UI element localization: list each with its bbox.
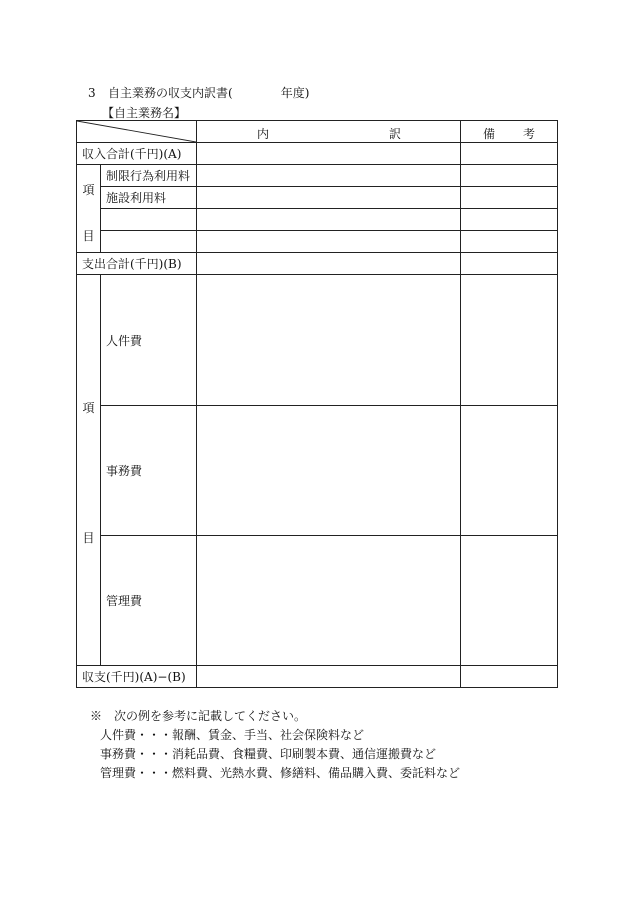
income-item-label: 施設利用料 (101, 187, 197, 209)
income-total-row (77, 143, 558, 165)
expense-total-content[interactable] (197, 253, 461, 275)
expense-total-remarks[interactable] (461, 253, 558, 275)
expense-item-row (77, 406, 558, 536)
expense-items-vertical-label (77, 275, 101, 666)
expense-item-row (77, 536, 558, 666)
section-number: 3 (88, 86, 96, 100)
income-item-row (77, 209, 558, 231)
income-total-label: 収入合計(千円)(A) (77, 143, 197, 165)
income-item-content[interactable] (197, 187, 461, 209)
balance-label: 収支(千円)(A)−(B) (77, 666, 197, 688)
income-items-vertical-label (77, 165, 101, 253)
income-expense-table (76, 120, 558, 688)
income-item-label[interactable] (101, 231, 197, 253)
header-biko-right: 考 (523, 127, 536, 141)
heading-text: 自主業務の収支内訳書( (108, 86, 233, 100)
expense-total-row (77, 253, 558, 275)
income-item-label[interactable] (101, 209, 197, 231)
income-total-content[interactable] (197, 143, 461, 165)
income-item-remarks[interactable] (461, 187, 558, 209)
header-naiyaku-right: 訳 (389, 127, 402, 141)
header-biko (461, 121, 558, 143)
expense-item-remarks[interactable] (461, 275, 558, 406)
expense-item-content[interactable] (197, 536, 461, 666)
header-naiyaku (197, 121, 461, 143)
balance-row (77, 666, 558, 688)
expense-item-remarks[interactable] (461, 536, 558, 666)
balance-content[interactable] (197, 666, 461, 688)
task-name-label: 【自主業務名】 (102, 106, 187, 120)
income-total-remarks[interactable] (461, 143, 558, 165)
heading-year-suffix: 年度) (280, 86, 310, 100)
income-item-content[interactable] (197, 165, 461, 187)
income-item-row (77, 165, 558, 187)
income-item-remarks[interactable] (461, 209, 558, 231)
document-heading (88, 84, 309, 101)
income-item-content[interactable] (197, 209, 461, 231)
note-example-personnel: 人件費・・・報酬、賃金、手当、社会保険料など (100, 728, 365, 742)
expense-item-row (77, 275, 558, 406)
notes-intro: ※ 次の例を参考に記載してください。 (90, 709, 307, 723)
notes-section (90, 707, 460, 783)
expense-item-label: 管理費 (101, 536, 197, 666)
header-biko-left: 備 (483, 127, 496, 141)
balance-remarks[interactable] (461, 666, 558, 688)
income-item-row (77, 187, 558, 209)
expense-item-content[interactable] (197, 275, 461, 406)
expense-item-content[interactable] (197, 406, 461, 536)
income-item-remarks[interactable] (461, 165, 558, 187)
expense-item-label: 事務費 (101, 406, 197, 536)
header-naiyaku-left: 内 (257, 127, 270, 141)
income-label-char-1: 項 (82, 183, 95, 197)
note-example-office: 事務費・・・消耗品費、食糧費、印刷製本費、通信運搬費など (100, 747, 437, 761)
expense-item-remarks[interactable] (461, 406, 558, 536)
expense-item-label: 人件費 (101, 275, 197, 406)
income-item-row (77, 231, 558, 253)
diagonal-line (77, 121, 196, 142)
expense-label-char-1: 項 (82, 401, 95, 415)
income-item-label: 制限行為利用料 (101, 165, 197, 187)
income-item-remarks[interactable] (461, 231, 558, 253)
expense-label-char-2: 目 (82, 531, 95, 545)
note-example-management: 管理費・・・燃料費、光熱水費、修繕料、備品購入費、委託料など (100, 766, 461, 780)
expense-total-label: 支出合計(千円)(B) (77, 253, 197, 275)
income-label-char-2: 目 (82, 229, 95, 243)
table-header-row (77, 121, 558, 143)
diagonal-header-cell (77, 121, 197, 143)
income-item-content[interactable] (197, 231, 461, 253)
